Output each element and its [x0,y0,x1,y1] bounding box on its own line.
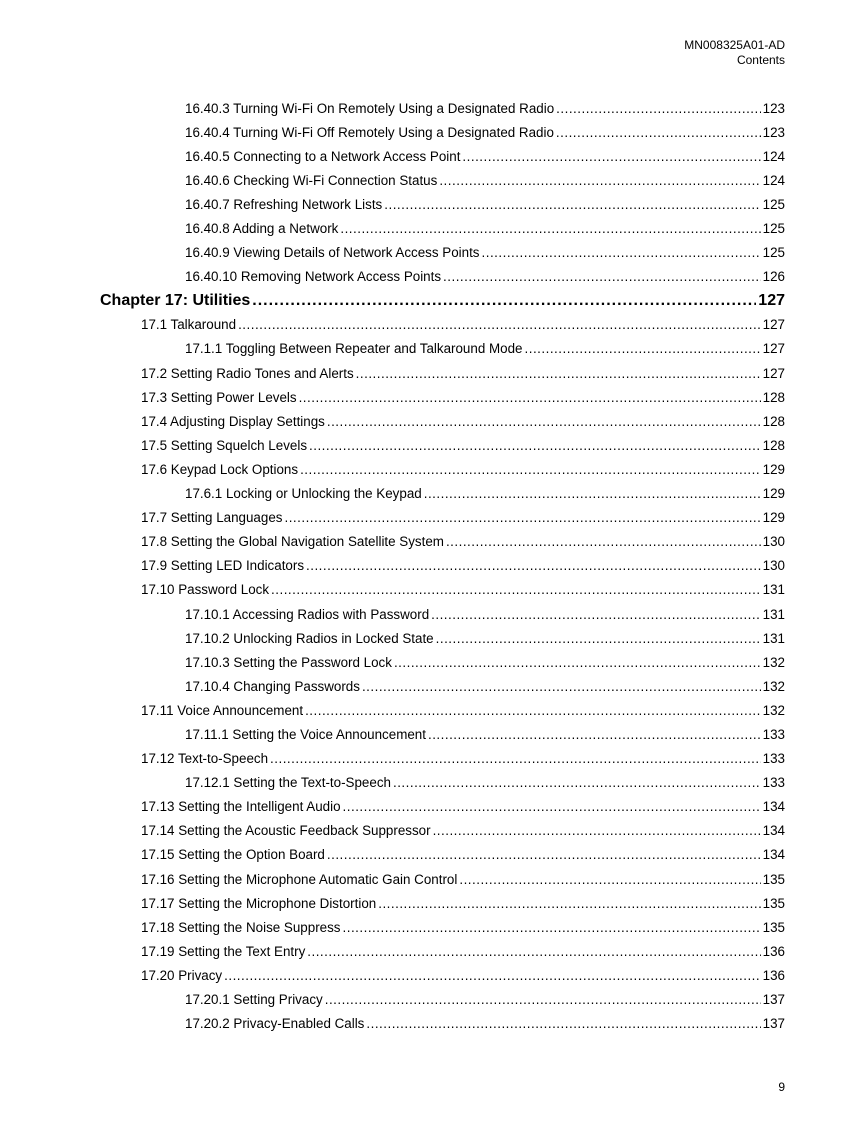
toc-entry-link[interactable] [185,341,785,356]
toc-entry-page-number: 127 [762,317,785,333]
toc-entry[interactable] [0,216,866,240]
toc-entry[interactable] [0,722,866,746]
toc-entry-link[interactable] [141,582,785,597]
toc-entry-page-number: 128 [762,437,785,453]
toc-entry[interactable] [0,120,866,144]
toc-entry-title: 17.20 Privacy [141,967,223,983]
section-name: Contents [736,53,785,67]
toc-entry-page-number: 127 [762,341,785,357]
dot-leader [439,173,760,188]
toc-entry-title: 16.40.4 Turning Wi-Fi Off Remotely Using a Designated Radio [185,124,554,140]
toc-entry-link[interactable] [141,414,785,429]
toc-entry-page-number: 132 [762,702,785,718]
toc-entry-link[interactable] [185,775,785,790]
dot-leader [238,317,761,332]
dot-leader [224,968,761,983]
toc-entry-page-number: 134 [762,823,785,839]
dot-leader [556,125,761,140]
toc-entry-title: 17.10.1 Accessing Radios with Password [185,606,430,622]
toc-entry-page-number: 126 [762,269,785,285]
toc-entry-page-number: 132 [762,678,785,694]
dot-leader [482,245,761,260]
dot-leader [270,751,761,766]
toc-entry-page-number: 135 [762,871,785,887]
toc-entry-page-number: 132 [762,654,785,670]
toc-entry-title: 17.12 Text-to-Speech [141,751,269,767]
toc-entry-link[interactable] [141,847,785,862]
toc-entry[interactable] [0,96,866,120]
toc-entry-page-number: 124 [762,172,785,188]
toc-entry-link[interactable] [141,366,785,381]
toc-entry-title: 17.6 Keypad Lock Options [141,461,299,477]
toc-entry[interactable] [0,313,866,337]
toc-entry[interactable] [0,337,866,361]
dot-leader [443,269,761,284]
toc-entry-page-number: 134 [762,799,785,815]
toc-entry-page-number: 133 [762,775,785,791]
toc-entry-link[interactable] [141,944,785,959]
toc-entry[interactable] [0,554,866,578]
toc-entry[interactable] [0,1012,866,1036]
dot-leader [446,534,761,549]
toc-entry[interactable] [0,241,866,265]
toc-entry[interactable] [0,867,866,891]
toc-entry[interactable] [0,843,866,867]
dot-leader [424,486,761,501]
toc-entry[interactable] [0,578,866,602]
toc-entry-title: 17.4 Adjusting Display Settings [141,413,325,429]
toc-entry-page-number: 128 [762,389,785,405]
toc-entry-link[interactable] [141,920,785,935]
toc-entry-title: 17.5 Setting Squelch Levels [141,437,308,453]
toc-entry-page-number: 129 [762,461,785,477]
toc-entry-link[interactable] [141,438,785,453]
dot-leader [378,896,760,911]
toc-entry-link[interactable] [141,968,785,983]
dot-leader [394,655,761,670]
dot-leader [556,101,760,116]
toc-entry-link[interactable] [141,510,785,525]
toc-entry-link[interactable] [185,221,785,236]
toc-entry-link[interactable] [185,607,785,622]
toc-entry-link[interactable] [141,317,785,332]
toc-entry-link[interactable] [141,872,785,887]
toc-entry-title: 17.10.2 Unlocking Radios in Locked State [185,630,434,646]
toc-entry[interactable] [0,915,866,939]
toc-entry-link[interactable] [185,1016,785,1031]
dot-leader [325,992,761,1007]
toc-entry-title: 17.3 Setting Power Levels [141,389,297,405]
toc-entry-page-number: 127 [758,291,785,309]
toc-entry-title: 17.19 Setting the Text Entry [141,943,306,959]
dot-leader [327,847,761,862]
toc-entry[interactable] [0,602,866,626]
toc-entry-link[interactable] [185,173,785,188]
toc-entry-title: 17.10.4 Changing Passwords [185,678,360,694]
dot-leader [366,1016,760,1031]
toc-entry-link[interactable] [141,703,785,718]
toc-entry-page-number: 136 [762,967,785,983]
dot-leader [340,221,760,236]
toc-entry-title: 17.15 Setting the Option Board [141,847,325,863]
toc-entry-page-number: 133 [762,751,785,767]
toc-entry-title: 17.10.3 Setting the Password Lock [185,654,392,670]
toc-entry-title: 17.20.1 Setting Privacy [185,992,323,1008]
toc-entry-title: 17.9 Setting LED Indicators [141,558,305,574]
toc-entry-page-number: 129 [762,510,785,526]
toc-chapter-entry[interactable] [0,289,866,313]
toc-entry-title: 17.17 Setting the Microphone Distortion [141,895,377,911]
document-number: MN008325A01-AD [684,38,785,52]
toc-entry-page-number: 137 [762,992,785,1008]
dot-leader [362,679,761,694]
toc-entry-page-number: 131 [762,606,785,622]
toc-entry-page-number: 130 [762,558,785,574]
toc-entry-title: 16.40.6 Checking Wi-Fi Connection Status [185,172,438,188]
dot-leader [525,341,761,356]
dot-leader [300,462,761,477]
toc-entry-page-number: 130 [762,534,785,550]
toc-entry-title: 16.40.3 Turning Wi-Fi On Remotely Using a Designated Radio [185,100,555,116]
toc-entry[interactable] [0,482,866,506]
toc-entry-link[interactable] [185,269,785,284]
toc-entry-link[interactable] [141,823,785,838]
toc-entry-title: 17.16 Setting the Microphone Automatic Gain Control [141,871,458,887]
toc-entry[interactable] [0,698,866,722]
toc-entry-link[interactable] [141,534,785,549]
toc-entry-link[interactable] [141,390,785,405]
toc-entry-title: 16.40.8 Adding a Network [185,221,339,237]
dot-leader [305,703,761,718]
dot-leader [384,197,760,212]
toc-entry-title: 17.18 Setting the Noise Suppress [141,919,341,935]
toc-entry[interactable] [0,650,866,674]
dot-leader [299,390,761,405]
page-header [684,38,785,68]
toc-entry-title: 17.1.1 Toggling Between Repeater and Talkaround Mode [185,341,523,357]
toc-entry-title: 16.40.5 Connecting to a Network Access Point [185,148,461,164]
dot-leader [356,366,761,381]
toc-entry[interactable] [0,771,866,795]
toc-entry-page-number: 124 [762,148,785,164]
toc-entry-page-number: 131 [762,582,785,598]
toc-entry-link[interactable] [141,462,785,477]
dot-leader [306,558,761,573]
toc-entry-page-number: 136 [762,943,785,959]
toc-entry[interactable] [0,168,866,192]
toc-entry-page-number: 125 [762,196,785,212]
toc-entry-page-number: 127 [762,365,785,381]
toc-entry-link[interactable] [141,896,785,911]
toc-entry-title: 17.11 Voice Announcement [141,702,304,718]
toc-entry-page-number: 123 [762,100,785,116]
toc-entry-page-number: 131 [762,630,785,646]
dot-leader [393,775,761,790]
toc-entry[interactable] [0,361,866,385]
toc-entry-link[interactable] [185,655,785,670]
toc-entry-link[interactable] [141,799,785,814]
toc-entry-link[interactable] [185,727,785,742]
toc-entry[interactable] [0,457,866,481]
toc-entry-link[interactable] [185,125,785,140]
toc-entry-link[interactable] [141,558,785,573]
toc-entry-title: 17.11.1 Setting the Voice Announcement [185,726,426,742]
dot-leader [431,607,761,622]
toc-entry[interactable] [0,192,866,216]
toc-entry[interactable] [0,819,866,843]
toc-entry-title: 17.1 Talkaround [141,317,237,333]
toc-entry-page-number: 135 [762,919,785,935]
toc-entry-link[interactable] [185,197,785,212]
toc-entry-link[interactable] [185,631,785,646]
dot-leader [307,944,760,959]
toc-entry-title: 17.20.2 Privacy-Enabled Calls [185,1016,365,1032]
dot-leader [284,510,760,525]
toc-entry[interactable] [0,144,866,168]
toc-entry-title: 17.10 Password Lock [141,582,270,598]
dot-leader [462,149,760,164]
toc-entry-link[interactable] [100,292,785,310]
table-of-contents [0,96,866,1036]
toc-entry-title: 16.40.9 Viewing Details of Network Access Points [185,245,480,261]
toc-entry-link[interactable] [185,101,785,116]
toc-entry-page-number: 137 [762,1016,785,1032]
dot-leader [327,414,761,429]
dot-leader [459,872,760,887]
toc-entry[interactable] [0,265,866,289]
toc-entry[interactable] [0,674,866,698]
toc-entry-page-number: 128 [762,413,785,429]
toc-entry-link[interactable] [185,149,785,164]
toc-entry-link[interactable] [141,751,785,766]
toc-entry[interactable] [0,626,866,650]
toc-entry[interactable] [0,891,866,915]
dot-leader [252,292,756,310]
dot-leader [436,631,761,646]
toc-entry-title: 17.7 Setting Languages [141,510,283,526]
toc-entry-link[interactable] [185,245,785,260]
toc-entry-page-number: 129 [762,486,785,502]
toc-entry-link[interactable] [185,486,785,501]
dot-leader [343,799,761,814]
toc-entry[interactable] [0,939,866,963]
toc-entry[interactable] [0,506,866,530]
toc-entry[interactable] [0,747,866,771]
toc-entry-page-number: 123 [762,124,785,140]
dot-leader [343,920,761,935]
toc-entry-title: 17.2 Setting Radio Tones and Alerts [141,365,354,381]
toc-entry[interactable] [0,433,866,457]
toc-entry[interactable] [0,530,866,554]
toc-entry-page-number: 133 [762,726,785,742]
toc-entry-link[interactable] [185,679,785,694]
toc-entry[interactable] [0,409,866,433]
toc-entry-title: 17.12.1 Setting the Text-to-Speech [185,775,391,791]
page-number: 9 [778,1080,785,1094]
toc-entry[interactable] [0,385,866,409]
toc-entry-title: Chapter 17: Utilities [100,291,251,309]
toc-entry-title: 17.14 Setting the Acoustic Feedback Suppressor [141,823,431,839]
toc-entry-title: 16.40.7 Refreshing Network Lists [185,196,383,212]
toc-entry-page-number: 125 [762,221,785,237]
dot-leader [271,582,761,597]
dot-leader [433,823,761,838]
toc-entry[interactable] [0,795,866,819]
toc-entry-title: 17.13 Setting the Intelligent Audio [141,799,341,815]
toc-entry-title: 17.8 Setting the Global Navigation Satellite System [141,534,444,550]
toc-entry-page-number: 125 [762,245,785,261]
toc-entry-title: 17.6.1 Locking or Unlocking the Keypad [185,486,422,502]
toc-entry-title: 16.40.10 Removing Network Access Points [185,269,442,285]
toc-entry[interactable] [0,987,866,1011]
toc-entry-link[interactable] [185,992,785,1007]
toc-entry[interactable] [0,963,866,987]
dot-leader [309,438,761,453]
dot-leader [428,727,761,742]
toc-entry-page-number: 134 [762,847,785,863]
toc-entry-page-number: 135 [762,895,785,911]
